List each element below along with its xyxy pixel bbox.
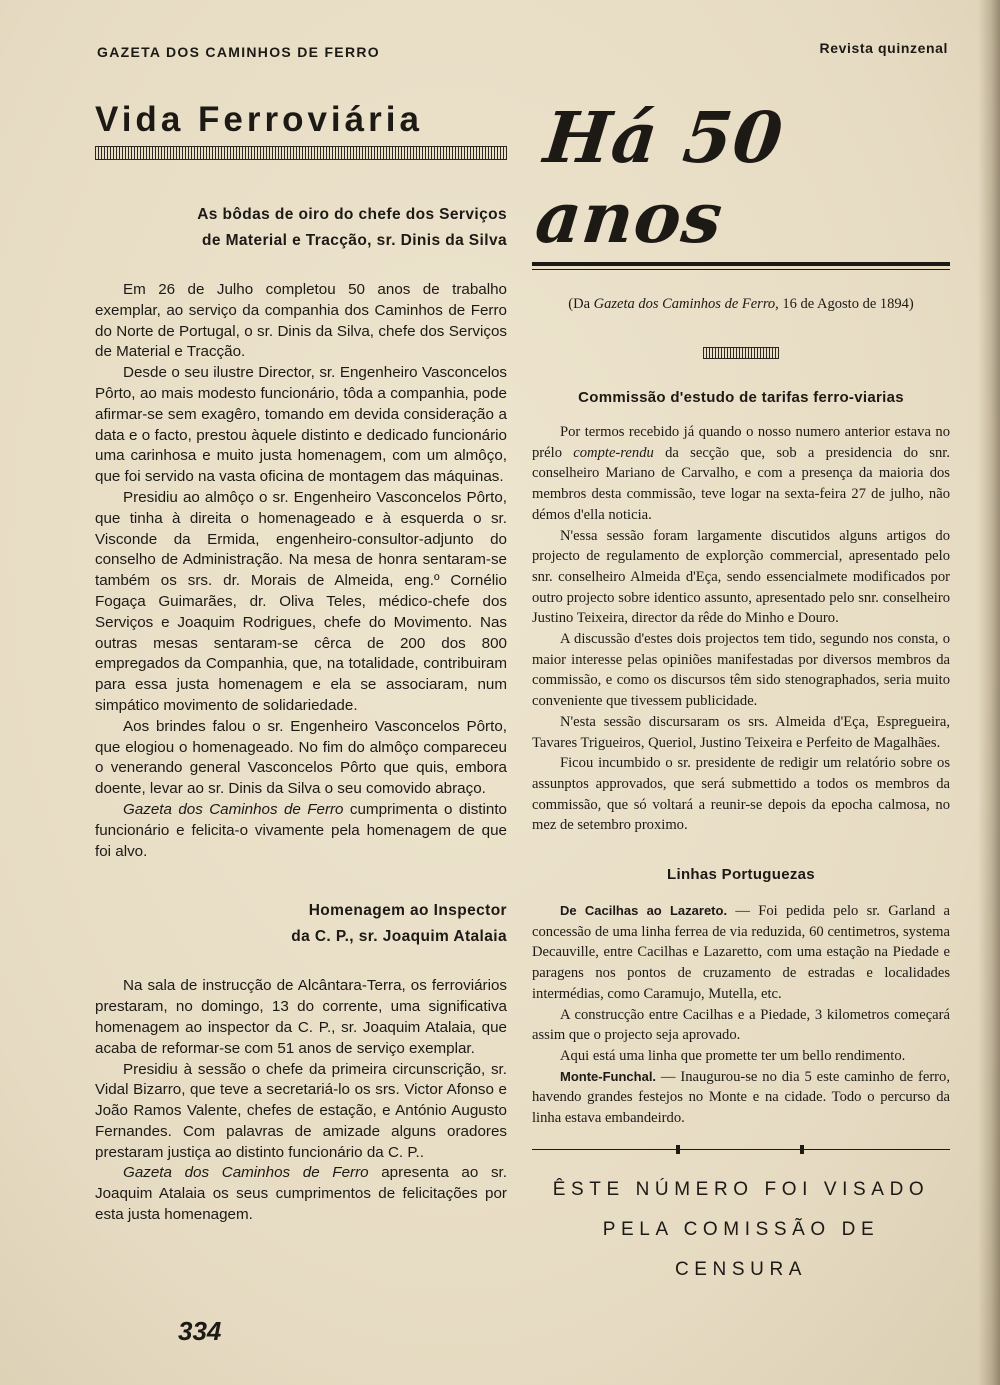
source-publication: Gazeta dos Caminhos de Ferro bbox=[593, 296, 776, 312]
running-head-title: GAZETA DOS CAMINHOS DE FERRO bbox=[97, 44, 380, 60]
publication-name: Gazeta dos Caminhos de Ferro bbox=[123, 1164, 369, 1182]
paragraph bbox=[532, 422, 950, 526]
article-heading-line: da C. P., sr. Joaquim Atalaia bbox=[291, 928, 507, 946]
paragraph bbox=[95, 800, 507, 862]
paragraph-text: Por termos recebido já quando o nosso numero anterior estava no prélo bbox=[532, 424, 950, 461]
paragraph: N'essa sessão foram largamente discutidos alguns artigos do projecto de regulamento de explorção commercial, apresentado pelo snr. conselheiro Almeida d'Eça, sendo essencialmete modificados por outro projecto sobre identico assunto, apresentado pelo snr. conselheiro Justino Teixeira, director da rêde do Minho e Douro. bbox=[532, 527, 950, 627]
paragraph: Aqui está uma linha que promette ter um bello rendimento. bbox=[560, 1047, 906, 1064]
source-prefix: (Da bbox=[568, 296, 594, 312]
article-heading-line: As bôdas de oiro do chefe dos Serviços bbox=[197, 206, 507, 223]
article-homenagem-heading bbox=[95, 898, 507, 950]
paragraph-text: apresenta ao sr. Joaquim Atalaia os seus cumprimentos de felicitações por esta justa homenagem. bbox=[95, 1164, 508, 1224]
paragraph bbox=[532, 901, 950, 1005]
ornament-rule bbox=[532, 1149, 950, 1150]
paragraph-text: da secção que, sob a presidencia do snr. conselheiro Mariano de Carvalho, e com a presença da maioria dos membros desta commissão, teve logar na sexta-feira 27 de julho, não démos d'ella noticia. bbox=[532, 444, 950, 523]
article-heading-line: de Material e Tracção, sr. Dinis da Silva bbox=[201, 232, 507, 249]
paragraph: Presidiu ao almôço o sr. Engenheiro Vasconcelos Pôrto, que tinha à direita o homenageado e à esquerda o sr. Visconde da Ermida, engenheiro-consultor-adjunto do conselho de Administração. Na mesa de honra sentaram-se também os srs. dr. Morais de Almeida, eng.º Cornélio Fogaça Guimarães, dr. Oliva Teles, médico-chefe dos Serviços e Joaquim Rodrigues, chefe do Movimento. Nas outras mesas sentaram-se cêrca de 200 dos 800 empregados da Companhia, que, na totalidade, contribuiram para essa justa homenagem e ela se associaram, num simpático movimento de solidariedade. bbox=[95, 488, 507, 714]
right-column bbox=[532, 98, 950, 1290]
rule-dot bbox=[800, 1145, 804, 1154]
source-note bbox=[532, 296, 950, 313]
paragraph: Em 26 de Julho completou 50 anos de trabalho exemplar, ao serviço da companhia dos Caminhos de Ferro do Norte de Portugal, o sr. Dinis da Silva, chefe dos Serviços de Material e Tracção. bbox=[95, 281, 507, 361]
paragraph: Ficou incumbido o sr. presidente de redigir um relatório sobre os assunptos approvados, que será submettido a todos os membros da commissão, que só voltará a reunir-se depois da epocha calmosa, no mez de setembro proximo. bbox=[532, 755, 950, 834]
paragraph: Desde o seu ilustre Director, sr. Engenheiro Vasconcelos Pôrto, ao mais modesto funcionário, tôda a companhia, pode afirmar-se sem exagêro, tomando em devida consideração a data e o facto, prestou àquele distinto e dedicado funcionário uma carinhosa e muito justa homenagem, com um almôço, que foi servido na vasta oficina de montagem das máquinas. bbox=[95, 364, 507, 486]
article-commissao-body bbox=[532, 422, 950, 836]
paragraph-text: — Inaugurou-se no dia 5 este caminho de ferro, havendo grandes festejos no Monte e na cidade. Todo o percurso da linha estava embandeirdo. bbox=[532, 1068, 950, 1127]
paragraph bbox=[532, 1067, 950, 1129]
censorship-notice bbox=[532, 1170, 950, 1290]
page-number: 334 bbox=[178, 1316, 222, 1346]
small-hatched-ornament bbox=[703, 347, 779, 359]
thick-rule bbox=[532, 262, 950, 266]
article-homenagem-body bbox=[95, 976, 507, 1226]
paragraph: A discussão d'estes dois projectos tem tido, segundo nos consta, o maior interesse pelas opiniões manifestadas por diversos membros da commissão, e como os discursos têm sido stenographados, seria muito conveniente que tivessem publicidade. bbox=[532, 631, 950, 710]
thin-rule bbox=[532, 269, 950, 270]
paragraph bbox=[95, 1163, 507, 1225]
paragraph: Presidiu à sessão o chefe da primeira circunscrição, sr. Vidal Bizarro, que teve a secretariá-lo os srs. Victor Afonso e João Ramos Valente, chefes de estação, e António Augusto Fernandes. Com palavras de amizade alguns oradores prestaram justiça ao distinto funcionário da C. P.. bbox=[95, 1060, 507, 1161]
paragraph: Na sala de instrucção de Alcântara-Terra, os ferroviários prestaram, no domingo, 13 do corrente, uma significativa homenagem ao inspector da C. P., sr. Joaquim Atalaia, que acaba de reformar-se com 51 anos de serviço exemplar. bbox=[95, 977, 507, 1057]
article-bodas-body bbox=[95, 280, 507, 862]
hatched-rule bbox=[95, 146, 507, 160]
article-linhas-heading: Linhas Portuguezas bbox=[667, 866, 815, 884]
lead-label: De Cacilhas ao Lazareto. bbox=[560, 903, 728, 919]
paragraph-text: cumprimenta o distinto funcionário e felicita-o vivamente pela homenagem de que foi alvo. bbox=[95, 800, 507, 860]
source-date: , 16 de Agosto de 1894) bbox=[775, 296, 914, 312]
censorship-line: PELA COMISSÃO DE CENSURA bbox=[602, 1218, 880, 1280]
section-title: Vida Ferroviária bbox=[95, 100, 423, 139]
lead-label: Monte-Funchal. bbox=[560, 1068, 657, 1084]
paragraph-text: — Foi pedida pelo sr. Garland a concessão de uma linha ferrea de via reduzida, 60 centimetros, systema Decauville, entre Cacilhas e Lazaretto, com uma estação na Piedade e paragens nos pontos de cruzamento de estradas e localidades intermédias, como Caramujo, Mutella, etc. bbox=[532, 903, 950, 1002]
rule-dot bbox=[676, 1145, 680, 1154]
paragraph: A construcção entre Cacilhas e a Piedade, 3 kilometros começará assim que o projecto seja aprovado. bbox=[532, 1006, 950, 1044]
censorship-line: ÊSTE NÚMERO FOI VISADO bbox=[552, 1178, 930, 1200]
article-heading-line: Homenagem ao Inspector bbox=[308, 902, 507, 920]
publication-name: Gazeta dos Caminhos de Ferro bbox=[123, 800, 344, 818]
feature-title: Há 50 anos bbox=[531, 96, 788, 259]
left-column bbox=[95, 98, 507, 1226]
italic-term: compte-rendu bbox=[573, 444, 654, 461]
paragraph: N'esta sessão discursaram os srs. Almeida d'Eça, Espregueira, Tavares Trigueiros, Queriol, Justino Teixeira e Perfeito de Magalhães. bbox=[532, 713, 950, 751]
paragraph: Aos brindes falou o sr. Engenheiro Vasconcelos Pôrto, que elogiou o homenageado. No fim do almôço compareceu o venerando general Vasconcelos Pôrto que quis, embora doente, levar ao sr. Dinis da Silva o seu comovido abraço. bbox=[95, 717, 507, 798]
article-bodas-heading bbox=[95, 202, 507, 254]
article-linhas-body bbox=[532, 901, 950, 1129]
article-commissao-heading: Commissão d'estudo de tarifas ferro-viarias bbox=[578, 389, 904, 406]
page-spine-shadow bbox=[978, 0, 1000, 1385]
running-head-subtitle: Revista quinzenal bbox=[819, 40, 948, 56]
